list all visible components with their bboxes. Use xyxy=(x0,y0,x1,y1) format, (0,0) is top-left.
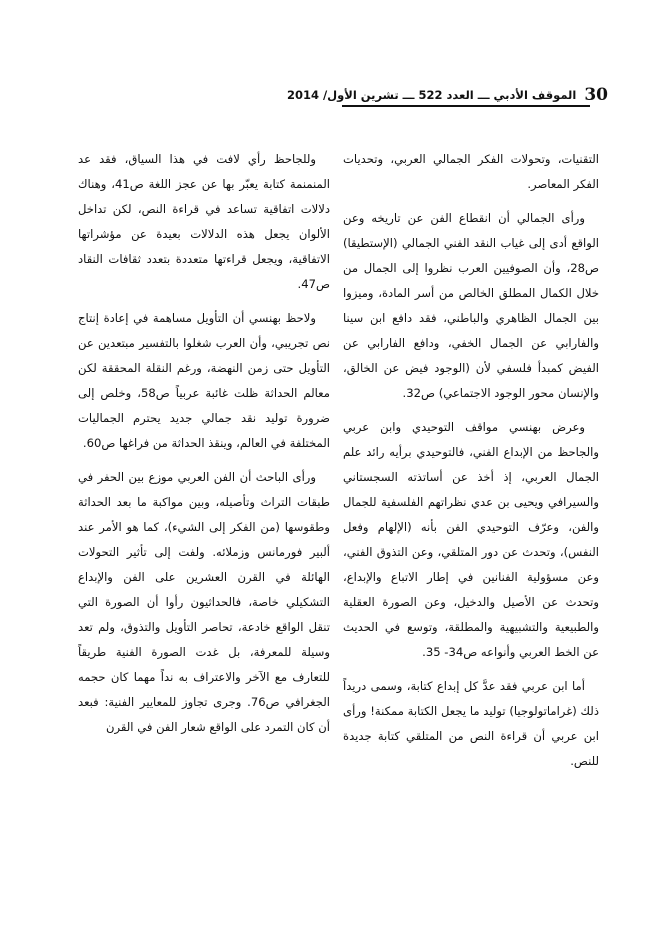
paragraph: ورأى الباحث أن الفن العربي موزع بين الحفر في طبقات التراث وتأصيله، وبين مواكبة ما بعد الحداثة وطقوسها (من الفكر إلى الشيء)، كما هو الأمر عند ألبير فورمانس وزملائه. ولفت إلى تأثير التحولات الهائلة في القرن العشرين على الفن والإبداع التشكيلي خاصة، فالحداثيون رأوا أن الصورة التي تنقل الواقع خادعة، تحاصر التأويل والتذوق، ولم تعد وسيلة للمعرفة، بل غدت الصورة الفنية طريقاً للتعارف مع الآخر والاعتراف به نداً مهما كان حجمه الجغرافي ص76. وجرى تجاوز للمعايير الفنية: فبعد أن كان التمرد على الواقع شعار الفن في القرن xyxy=(78,470,330,734)
paragraph: ورأى الجمالي أن انقطاع الفن عن تاريخه وعن الواقع أدى إلى غياب النقد الفني الجمالي (الإستطيقا) ص28، وأن الصوفيين العرب نظروا إلى الجمال من خلال الكمال المطلق الخالص من أسر المادة، وميزوا بين الجمال الظاهري والباطني، فقد دافع ابن سينا والفارابي عن الجمال الخفي، ودافع الفارابي عن الفيض كمبدأ فلسفي لأن (الوجود فيض عن الخالق، والإنسان محور الوجود الاجتماعي) ص32. xyxy=(343,211,599,400)
paragraph: وعرض بهنسي مواقف التوحيدي وابن عربي والجاحظ من الإبداع الفني، فالتوحيدي برأيه رائد علم الجمال العربي، إذ أخذ عن أساتذته السجستاني والسيرافي ويحيى بن عدي نظراتهم الفلسفية للجمال والفن، وعرّف التوحيدي الفن بأنه (الإلهام وفعل النفس)، وتحدث عن دور المتلقي، وعن التذوق الفني، وعن مسؤولية الفنانين في إطار الاتباع والإبداع، وتحدث عن الأصيل والدخيل، وعن الصورة العقلية والطبيعية والتشبيهية والمطلقة، وتوسع في الحديث عن الخط العربي وأنواعه ص34- 35. xyxy=(343,420,599,659)
paragraph: التقنيات، وتحولات الفكر الجمالي العربي، وتحديات الفكر المعاصر. xyxy=(343,152,599,191)
page-number: 30 xyxy=(584,85,608,105)
paragraph: ولاحظ بهنسي أن التأويل مساهمة في إعادة إنتاج نص تجريبي، وأن العرب شغلوا بالتفسير مبتعدين عن التأويل حتى زمن النهضة، ورغم النقلة المحققة لكن معالم الحداثة ظلت غائبة عربياً ص58، وخلص إلى ضرورة توليد نقد جمالي جديد يحترم الجماليات المختلفة في العالم، وينقذ الحداثة من فراغها ص60. xyxy=(78,311,330,450)
text-column-left xyxy=(78,147,330,749)
text-column-right xyxy=(343,147,599,783)
header-rule xyxy=(342,105,590,107)
paragraph: وللجاحظ رأي لافت في هذا السياق، فقد عد المنمنمة كتابة يعبّر بها عن عجز اللغة ص41، وهناك دلالات اتفاقية تساعد في قراءة النص، لكن تداخل الألوان يجعل هذه الدلالات بعيدة عن مؤشراتها الاتفاقية، ويجعل قراءتها متعددة بتعدد ثقافات النقاد ص47. xyxy=(78,152,330,291)
running-title: الموقف الأدبي ـــ العدد 522 ـــ تشرين الأول/ 2014 xyxy=(286,88,577,102)
paragraph: أما ابن عربي فقد عدَّ كل إبداع كتابة، وسمى دريداً ذلك (غراماتولوجيا) توليد ما يجعل الكتابة ممكنة! ورأى ابن عربي أن قراءة النص من المتلقي كتابة جديدة للنص. xyxy=(343,679,599,768)
